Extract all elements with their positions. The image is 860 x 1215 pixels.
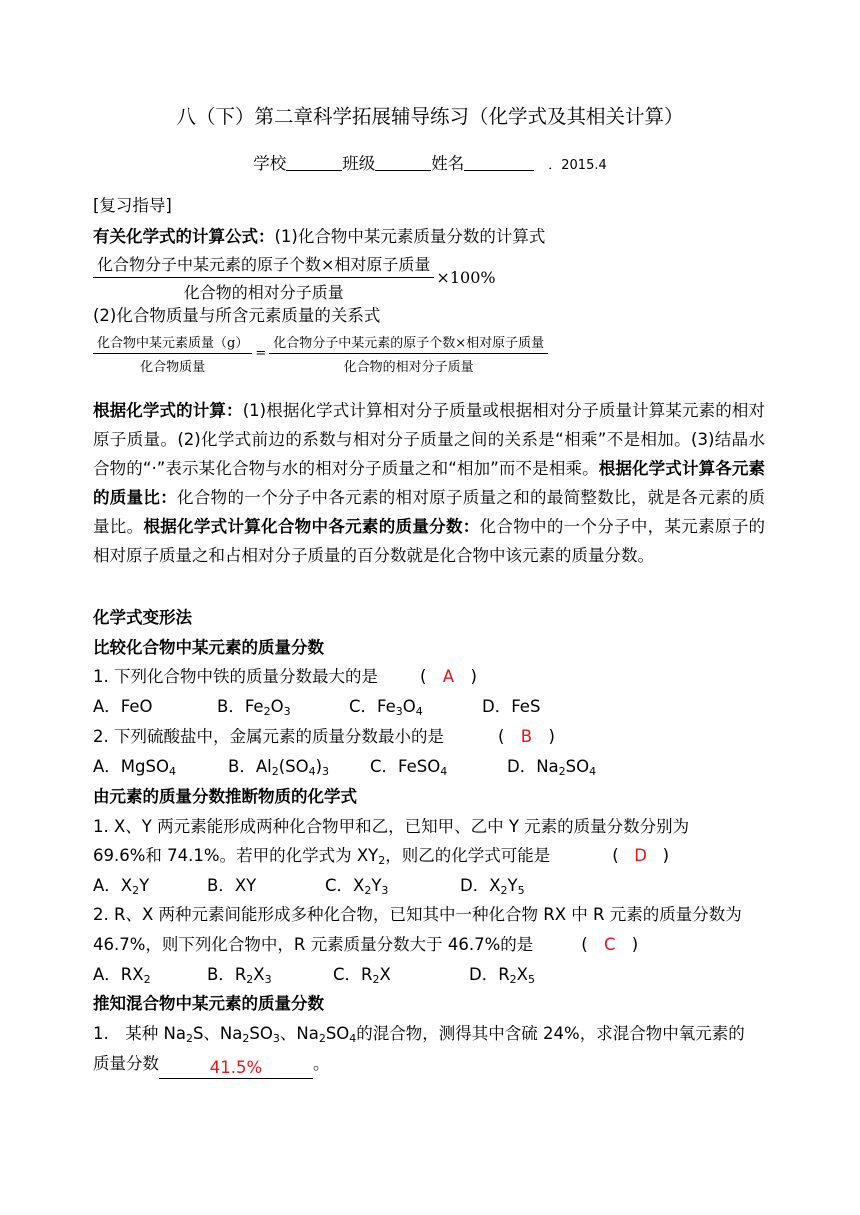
paren-open: (	[612, 846, 619, 865]
name-label: 姓名	[431, 154, 465, 173]
option-c[interactable]	[370, 757, 507, 777]
paren-close: )	[662, 846, 670, 865]
explain-bold-3: 根据化学式计算化合物中各元素的质量分数：	[143, 517, 480, 536]
subscript: 2	[509, 973, 517, 986]
option-d[interactable]	[507, 757, 596, 777]
subscript: 3	[272, 1032, 280, 1045]
class-label: 班级	[342, 154, 376, 173]
question-text: SO	[325, 1024, 350, 1043]
formula2-left-numerator: 化合物中某元素质量（g）	[93, 332, 252, 354]
question-4-line-1: 2. R、X 两种元素间能形成多种化合物，已知其中一种化合物 RX 中 R 元素的质量分数为	[93, 905, 742, 924]
option-b[interactable]: B．XY	[207, 876, 257, 895]
answer-mark: C	[603, 935, 616, 954]
opt-text: X	[516, 965, 528, 984]
section-heading-transform: 化学式变形法	[93, 608, 192, 627]
opt-text: A．X	[93, 876, 133, 895]
formula-title	[93, 227, 545, 247]
section-heading-compare: 比较化合物中某元素的质量分数	[93, 638, 324, 657]
subscript: 2	[143, 973, 151, 986]
paren-close: )	[470, 667, 477, 686]
answer-mark: A	[442, 667, 455, 686]
paren-close: )	[631, 935, 639, 954]
subscript: 4	[589, 765, 597, 778]
subscript: 2	[263, 705, 271, 718]
subscript: 3	[395, 705, 403, 718]
formula2-right-numerator: 化合物分子中某元素的原子个数×相对原子质量	[269, 332, 548, 354]
formula-title-bold: 有关化学式的计算公式：	[93, 227, 275, 246]
formula-title-rest: (1)化合物中某元素质量分数的计算式	[274, 227, 546, 246]
paren-open: (	[498, 727, 505, 746]
subscript: 5	[527, 973, 535, 986]
question-5-line-2	[93, 1054, 330, 1079]
subscript: 3	[322, 765, 330, 778]
option-c[interactable]	[349, 697, 482, 717]
fraction-box	[93, 252, 434, 303]
answer-mark: D	[634, 846, 648, 865]
opt-text: B．Fe	[217, 697, 264, 716]
opt-text: O	[402, 697, 416, 716]
explain-text-1: (1)根据化学式计算相对分子质量或根据相对分子质量计算某元素的相对原子质量。(2)化学式前边的系数与相对分子质量之间的关系是“相乘”不是相加。(3)结晶水合物的“·”表示某化合物与水的相对分子质量之和“相加”而不是相乘。	[93, 401, 766, 478]
formula1-denominator: 化合物的相对分子质量	[183, 283, 344, 302]
option-b[interactable]	[228, 757, 370, 777]
opt-text: SO	[565, 757, 590, 776]
opt-text: C．X	[325, 876, 365, 895]
option-c[interactable]	[333, 965, 469, 985]
question-text: 质量分数	[93, 1054, 159, 1073]
question-text: 、Na	[279, 1024, 319, 1043]
question-text: 69.6%和 74.1%。若甲的化学式为 XY	[93, 846, 379, 865]
name-blank[interactable]	[464, 154, 534, 171]
opt-text: )	[315, 757, 323, 776]
opt-text: Y	[507, 876, 518, 895]
explanation-paragraph	[93, 396, 765, 570]
subscript: 2	[132, 884, 140, 897]
option-a[interactable]: A．FeO	[93, 697, 153, 716]
option-b[interactable]	[207, 965, 333, 985]
question-5-line-1	[93, 1024, 745, 1044]
opt-text: A．RX	[93, 965, 144, 984]
mass-relation-formula	[93, 332, 548, 375]
school-blank[interactable]	[286, 154, 342, 171]
question-text: 。	[313, 1054, 330, 1073]
opt-text: Y	[139, 876, 150, 895]
formula2-left-denominator: 化合物质量	[140, 360, 206, 375]
formula1-numerator: 化合物分子中某元素的原子个数×相对原子质量	[93, 252, 434, 278]
subscript: 2	[318, 1032, 326, 1045]
question-text: ，则乙的化学式可能是	[385, 846, 551, 865]
formula1-suffix: ×100%	[436, 268, 496, 287]
page-title: 八（下）第二章科学拓展辅导练习（化学式及其相关计算）	[176, 105, 684, 128]
explain-text-3: 化合物中的一个分子中，某元素原子的相对原子质量之和占相对分子质量的百分数就是化合物中该元素的质量分数。	[93, 517, 766, 565]
opt-text: Y	[371, 876, 382, 895]
subscript: 2	[364, 884, 372, 897]
question-text: 1. 下列化合物中铁的质量分数最大的是	[93, 667, 378, 686]
opt-text: D．R	[469, 965, 510, 984]
option-d[interactable]	[469, 965, 535, 985]
subscript: 2	[378, 854, 386, 867]
question-text: S、Na	[192, 1024, 243, 1043]
subscript: 2	[500, 884, 508, 897]
question-text: SO	[249, 1024, 273, 1043]
option-d[interactable]	[460, 876, 525, 896]
opt-text: X	[379, 965, 391, 984]
fraction-box-right	[269, 332, 548, 375]
question-text: 2. 下列硫酸盐中，金属元素的质量分数最小的是	[93, 727, 444, 746]
section-heading-mixture: 推知混合物中某元素的质量分数	[93, 994, 324, 1013]
opt-text: B．R	[207, 965, 247, 984]
school-label: 学校	[253, 154, 287, 173]
formula2-title: (2)化合物质量与所含元素质量的关系式	[93, 306, 381, 325]
subscript: 2	[185, 1032, 193, 1045]
option-a[interactable]	[93, 876, 207, 896]
subscript: 2	[372, 973, 380, 986]
explain-text-2: 化合物的一个分子中各元素的相对原子质量之和的最简整数比，就是各元素的质量比。	[93, 488, 766, 536]
option-d[interactable]: D．FeS	[482, 697, 541, 716]
subscript: 4	[349, 1032, 357, 1045]
opt-text: D．Na	[507, 757, 559, 776]
subscript: 2	[271, 765, 279, 778]
subscript: 2	[242, 1032, 250, 1045]
subscript: 4	[168, 765, 176, 778]
opt-text: A．MgSO	[93, 757, 169, 776]
paren-open: (	[581, 935, 588, 954]
subscript: 2	[246, 973, 254, 986]
formula2-right-denominator: 化合物的相对分子质量	[343, 360, 474, 375]
subscript: 4	[440, 765, 448, 778]
question-1-options	[93, 697, 540, 717]
paren-open: (	[420, 667, 427, 686]
mass-fraction-formula	[93, 252, 496, 303]
option-a[interactable]	[93, 757, 228, 777]
question-text: 46.7%，则下列化合物中，R 元素质量分数大于 46.7%的是	[93, 935, 534, 954]
explain-bold-2: 根据化学式计算各元素的质量比：	[93, 459, 766, 507]
question-3-line-2	[93, 846, 669, 866]
subscript: 5	[517, 884, 525, 897]
question-2-options	[93, 757, 596, 777]
explain-bold-1: 根据化学式的计算：	[93, 401, 243, 420]
opt-text: X	[253, 965, 265, 984]
class-blank[interactable]	[375, 154, 431, 171]
student-info-line	[0, 150, 860, 174]
paren-close: )	[548, 727, 555, 746]
question-text: 1. 某种 Na	[93, 1024, 186, 1043]
subscript: 3	[381, 884, 389, 897]
question-1-stem	[93, 667, 477, 687]
opt-text: D．X	[460, 876, 501, 895]
option-b[interactable]	[217, 697, 349, 717]
opt-text: C．R	[333, 965, 373, 984]
review-heading: [复习指导]	[93, 196, 172, 215]
subscript: 2	[558, 765, 566, 778]
option-c[interactable]	[325, 876, 460, 896]
date-text: ．2015.4	[548, 158, 607, 173]
subscript: 3	[283, 705, 291, 718]
subscript: 3	[264, 973, 272, 986]
question-3-options	[93, 876, 525, 896]
question-text: 的混合物，测得其中含硫 24%，求混合物中氧元素的	[356, 1024, 745, 1043]
question-4-options	[93, 965, 535, 985]
opt-text: (SO	[278, 757, 309, 776]
opt-text: C．Fe	[349, 697, 396, 716]
opt-text: B．Al	[228, 757, 272, 776]
option-a[interactable]	[93, 965, 207, 985]
subscript: 4	[308, 765, 316, 778]
opt-text: C．FeSO	[370, 757, 441, 776]
section-heading-infer-formula: 由元素的质量分数推断物质的化学式	[93, 787, 357, 806]
question-2-stem	[93, 727, 555, 747]
question-4-line-2	[93, 935, 638, 955]
answer-mark: B	[520, 727, 533, 746]
subscript: 4	[415, 705, 423, 718]
fraction-box-left	[93, 332, 252, 375]
question-3-line-1: 1. X、Y 两元素能形成两种化合物甲和乙，已知甲、乙中 Y 元素的质量分数分别为	[93, 817, 690, 836]
opt-text: O	[270, 697, 284, 716]
formula2-equals: =	[255, 346, 267, 361]
answer-blank[interactable]: 41.5%	[159, 1058, 313, 1079]
